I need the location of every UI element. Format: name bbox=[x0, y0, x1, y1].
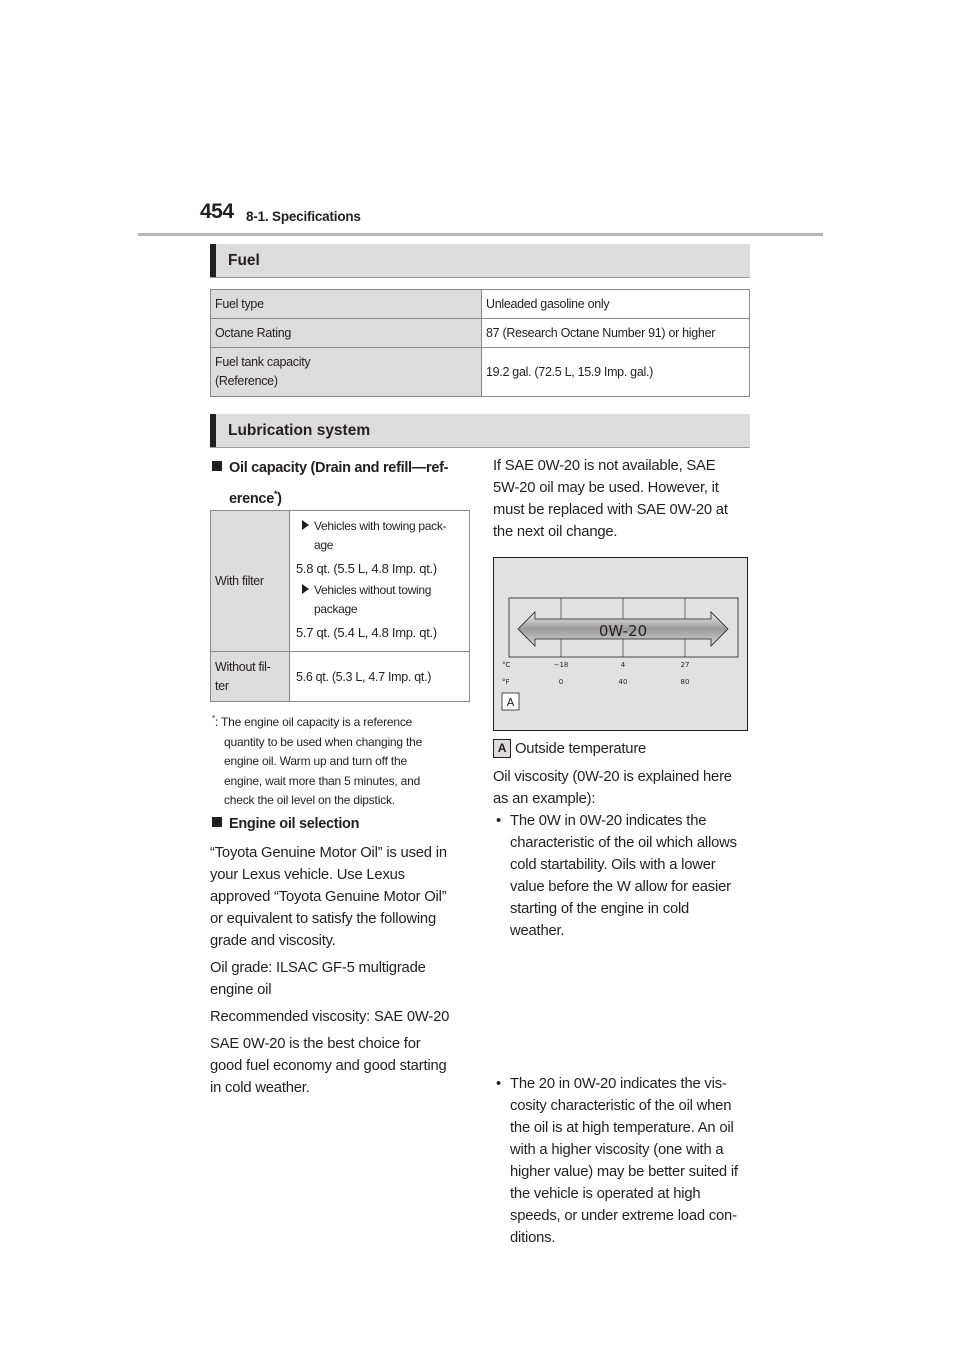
text-line: SAE 0W-20 is the best choice for bbox=[210, 1036, 421, 1052]
text-line: the next oil change. bbox=[493, 524, 618, 540]
no-towing-line2: package bbox=[314, 602, 358, 616]
without-filter-value: 5.6 qt. (5.3 L, 4.7 Imp. qt.) bbox=[290, 652, 470, 702]
with-filter-label: With filter bbox=[211, 511, 290, 652]
footnote-line: engine oil. Warm up and turn off the bbox=[224, 754, 407, 768]
celsius-unit: °C bbox=[502, 661, 511, 669]
fuel-heading-bar bbox=[210, 244, 750, 278]
celsius-tick: 27 bbox=[680, 661, 690, 669]
without-filter-line1: Without fil- bbox=[215, 659, 271, 674]
no-towing-label bbox=[296, 581, 465, 619]
text-line: as an example): bbox=[493, 791, 596, 807]
tank-capacity-label bbox=[211, 348, 482, 397]
text-line: approved “Toyota Genuine Motor Oil” bbox=[210, 889, 447, 905]
text-line: must be replaced with SAE 0W-20 at bbox=[493, 502, 728, 518]
fahrenheit-tick: 80 bbox=[680, 678, 690, 686]
text-line: ditions. bbox=[510, 1230, 556, 1246]
oil-grade-paragraph bbox=[210, 957, 480, 1001]
viscosity-intro bbox=[493, 766, 753, 810]
table-row bbox=[211, 652, 470, 702]
alternative-oil-paragraph bbox=[493, 455, 753, 543]
footnote-star: * bbox=[273, 489, 278, 499]
legend-text: Outside temperature bbox=[515, 741, 647, 757]
fuel-type-value: Unleaded gasoline only bbox=[482, 290, 750, 319]
text-line: your Lexus vehicle. Use Lexus bbox=[210, 867, 405, 883]
text-line: speeds, or under extreme load con- bbox=[510, 1208, 737, 1224]
tank-label-line2: (Reference) bbox=[215, 374, 278, 388]
towing-pack-line2: age bbox=[314, 538, 334, 552]
without-filter-label bbox=[211, 652, 290, 702]
footnote-line: quantity to be used when changing the bbox=[224, 734, 423, 749]
text-line: Oil grade: ILSAC GF-5 multigrade bbox=[210, 960, 426, 976]
table-row bbox=[211, 290, 750, 319]
text-line: higher value) may be better suited if bbox=[510, 1164, 738, 1180]
engine-oil-selection-heading bbox=[212, 811, 359, 837]
without-filter-line2: ter bbox=[215, 678, 229, 693]
celsius-tick: −18 bbox=[553, 661, 569, 669]
text-line: in cold weather. bbox=[210, 1080, 310, 1096]
text-line: • The 20 in 0W-20 indicates the vis- bbox=[510, 1076, 727, 1092]
octane-value: 87 (Research Octane Number 91) or higher bbox=[482, 319, 750, 348]
heading-marker bbox=[210, 414, 216, 447]
oil-capacity-table bbox=[210, 510, 470, 702]
legend-badge: A bbox=[493, 739, 511, 758]
callout-label: A bbox=[506, 696, 515, 709]
tank-label-line1: Fuel tank capacity bbox=[215, 355, 311, 369]
selection-paragraph bbox=[210, 842, 480, 952]
text-line: engine oil bbox=[210, 982, 272, 998]
fahrenheit-tick: 40 bbox=[618, 678, 628, 686]
square-bullet-icon bbox=[212, 461, 222, 471]
fuel-type-label: Fuel type bbox=[211, 290, 482, 319]
figure-legend bbox=[493, 738, 753, 760]
text-line: starting of the engine in cold bbox=[510, 901, 690, 917]
text-line: cold startability. Oils with a lower bbox=[510, 857, 716, 873]
lubrication-heading: Lubrication system bbox=[228, 422, 371, 439]
with-filter-values bbox=[290, 511, 470, 652]
triangle-bullet-icon bbox=[302, 520, 309, 530]
table-row bbox=[211, 348, 750, 397]
octane-label: Octane Rating bbox=[211, 319, 482, 348]
footnote-line: : The engine oil capacity is a reference bbox=[214, 715, 413, 729]
towing-pack-label bbox=[296, 517, 465, 555]
text-line: grade and viscosity. bbox=[210, 933, 336, 949]
heading-marker bbox=[210, 244, 216, 277]
footnote bbox=[212, 709, 474, 811]
oil-capacity-heading-end: ) bbox=[277, 490, 282, 507]
viscosity-diagram bbox=[493, 557, 748, 731]
celsius-tick: 4 bbox=[620, 661, 626, 669]
footnote-mark: * bbox=[212, 714, 215, 723]
table-row bbox=[211, 319, 750, 348]
text-line: or equivalent to satisfy the following bbox=[210, 911, 436, 927]
square-bullet-icon bbox=[212, 817, 222, 827]
recommended-viscosity: Recommended viscosity: SAE 0W-20 bbox=[210, 1009, 450, 1025]
footnote-line: check the oil level on the dipstick. bbox=[224, 793, 395, 807]
text-line: Oil viscosity (0W-20 is explained here bbox=[493, 769, 732, 785]
oil-capacity-heading-line2: erence bbox=[229, 490, 274, 507]
table-row bbox=[211, 511, 470, 652]
oil-capacity-heading-line1: Oil capacity (Drain and refill—ref- bbox=[229, 460, 449, 476]
footnote-line: engine, wait more than 5 minutes, and bbox=[224, 773, 421, 788]
text-line: good fuel economy and good starting bbox=[210, 1058, 447, 1074]
engine-oil-selection-title: Engine oil selection bbox=[229, 816, 360, 832]
best-choice-paragraph bbox=[210, 1033, 480, 1099]
text-line: value before the W allow for easier bbox=[510, 879, 731, 895]
text-line: with a higher viscosity (one with a bbox=[510, 1142, 724, 1158]
text-line: weather. bbox=[510, 923, 565, 939]
no-towing-value: 5.7 qt. (5.4 L, 4.8 Imp. qt.) bbox=[296, 625, 437, 640]
viscosity-bullet-cold bbox=[493, 810, 765, 942]
lubrication-heading-bar bbox=[210, 414, 750, 448]
no-towing-line1: Vehicles without towing bbox=[314, 583, 432, 597]
text-line: “Toyota Genuine Motor Oil” is used in bbox=[210, 845, 447, 861]
triangle-bullet-icon bbox=[302, 584, 309, 594]
towing-pack-value: 5.8 qt. (5.5 L, 4.8 Imp. qt.) bbox=[296, 561, 437, 576]
text-line: the vehicle is operated at high bbox=[510, 1186, 701, 1202]
fahrenheit-unit: °F bbox=[502, 678, 510, 686]
viscosity-bullet-hot bbox=[493, 1073, 765, 1249]
oil-capacity-heading bbox=[212, 455, 474, 512]
fuel-heading: Fuel bbox=[228, 252, 260, 269]
text-line: the oil is at high temperature. An oil bbox=[510, 1120, 734, 1136]
section-title: 8-1. Specifications bbox=[246, 209, 361, 224]
text-line: If SAE 0W-20 is not available, SAE bbox=[493, 458, 716, 474]
viscosity-figure bbox=[493, 557, 748, 731]
tank-capacity-value: 19.2 gal. (72.5 L, 15.9 Imp. gal.) bbox=[482, 348, 750, 397]
page-number: 454 bbox=[200, 200, 234, 223]
fahrenheit-tick: 0 bbox=[558, 678, 564, 686]
towing-pack-line1: Vehicles with towing pack- bbox=[314, 519, 447, 533]
text-line: cosity characteristic of the oil when bbox=[510, 1098, 732, 1114]
arrow-label: 0W-20 bbox=[598, 622, 648, 640]
fuel-table bbox=[210, 289, 750, 397]
text-line: • The 0W in 0W-20 indicates the bbox=[510, 813, 707, 829]
header-divider bbox=[138, 233, 823, 236]
text-line: 5W-20 oil may be used. However, it bbox=[493, 480, 719, 496]
text-line: characteristic of the oil which allows bbox=[510, 835, 737, 851]
